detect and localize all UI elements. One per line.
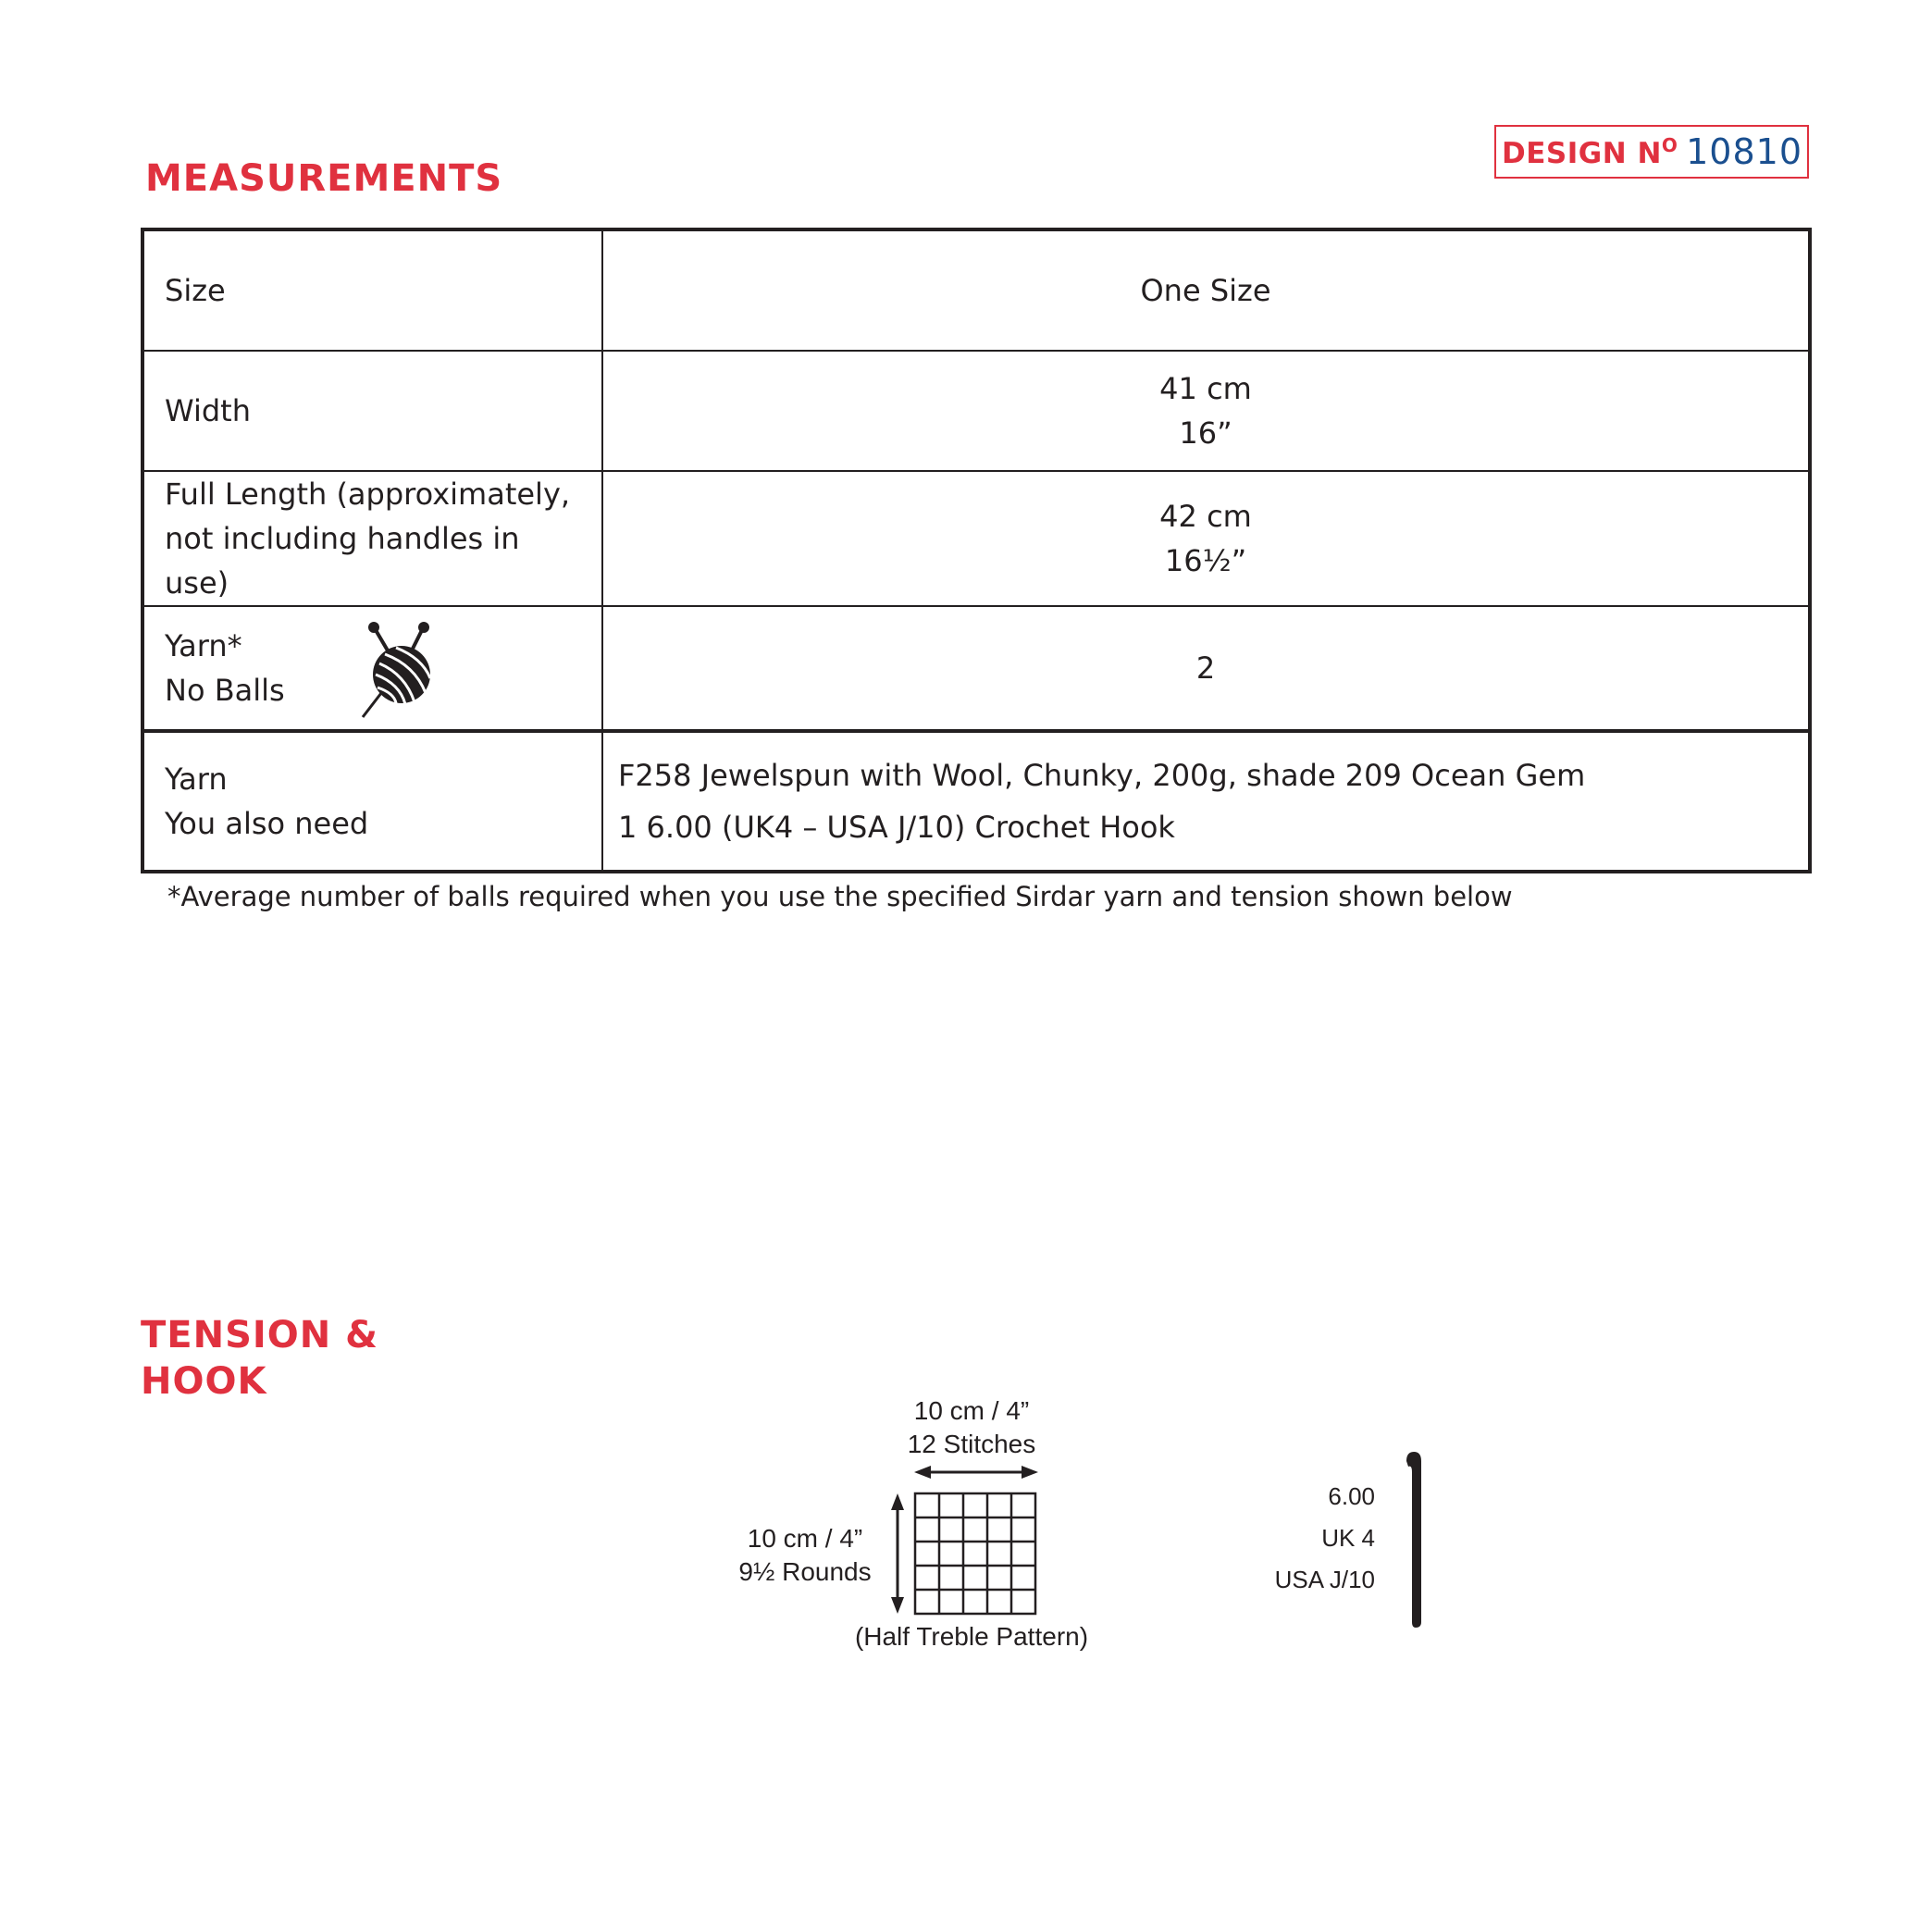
hook-size-metric: 6.00 <box>1328 1482 1375 1510</box>
tension-height-label: 10 cm / 4” 9½ Rounds <box>738 1524 872 1586</box>
design-label: DESIGN $N^O$ <box>1502 133 1678 170</box>
row-label: Size <box>142 229 602 351</box>
tension-width-label: 10 cm / 4” 12 Stitches <box>907 1396 1036 1458</box>
row-value: One Size <box>602 229 1810 351</box>
hook-size-uk: UK 4 <box>1321 1524 1375 1552</box>
row-label: Full Length (approximately, not including handles in use) <box>142 471 602 606</box>
row-value: 42 cm 16½” <box>602 471 1810 606</box>
hook-size-usa: USA J/10 <box>1274 1566 1375 1593</box>
design-superscript: O <box>1661 133 1678 156</box>
measurements-heading: MEASUREMENTS <box>145 157 503 200</box>
tension-pattern-label: (Half Treble Pattern) <box>854 1622 1089 1651</box>
table-row <box>142 351 1810 471</box>
table-row <box>142 471 1810 606</box>
row-value: 2 <box>602 606 1810 731</box>
table-row <box>142 731 1810 872</box>
design-number-box <box>1494 125 1809 179</box>
yarn-ball-icon <box>359 617 442 719</box>
row-label: Yarn You also need <box>142 731 602 872</box>
table-row <box>142 229 1810 351</box>
row-label: Yarn* No Balls <box>142 606 602 731</box>
row-label: Width <box>142 351 602 471</box>
design-number: 10810 <box>1686 131 1802 172</box>
crochet-hook-icon <box>1399 1448 1427 1633</box>
table-row <box>142 606 1810 731</box>
tension-heading: TENSION & HOOK <box>141 1314 379 1403</box>
row-value: F258 Jewelspun with Wool, Chunky, 200g, shade 209 Ocean Gem 1 6.00 (UK4 – USA J/10) Crochet Hook <box>602 731 1810 872</box>
measurements-table <box>141 228 1812 873</box>
row-value: 41 cm 16” <box>602 351 1810 471</box>
footnote: *Average number of balls required when you use the specified Sirdar yarn and tension shown below <box>167 881 1513 912</box>
